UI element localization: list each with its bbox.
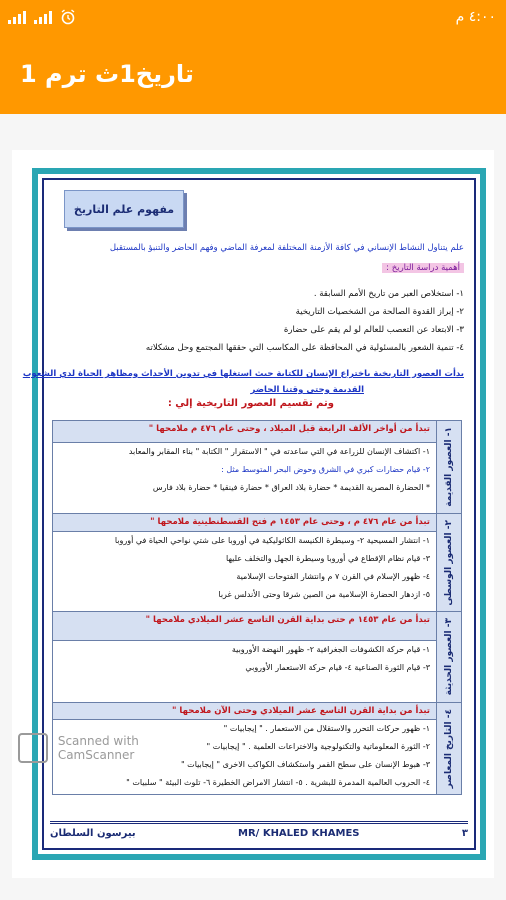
era-body — [53, 532, 437, 612]
era-item: ٤- ظهور الإسلام في القرن ٧ م وانتشار الفتوحات الإسلامية — [236, 572, 430, 582]
era-name-cell — [437, 612, 462, 702]
era-item: ١- اكتشاف الإنسان للزراعة في التي ساعدته في " الاستقرار " الكتابة " بناء المقابر والمعابد — [128, 446, 430, 456]
point-3: ٣- الابتعاد عن التعصب للعالم لو لم يقم على حضارة — [283, 325, 464, 335]
era-row-ancient — [53, 421, 462, 443]
status-time: ٤:٠٠ م — [455, 9, 496, 25]
era-item: ١- ظهور حركات التحرر والاستقلال من الاستعمار . " إيجابيات " — [223, 724, 430, 734]
app-bar — [0, 38, 506, 114]
era-row-contemporary — [53, 702, 462, 719]
era-head: تبدأ من أواخر الألف الرابعة قبل الميلاد ، وحتى عام ٤٧٦ م ملامحها " — [53, 421, 437, 443]
era-head: تبدأ من عام ٤٧٦ م ، وحتى عام ١٤٥٣ م فتح القسطنطينية ملامحها " — [53, 513, 437, 532]
document-footer — [50, 821, 468, 842]
era-item: ٤- الحروب العالمية المدمرة للبشرية . ٥- انتشار الامراض الخطيرة ٦- تلوث البيئة " سلبيات " — [126, 778, 430, 788]
status-bar — [0, 0, 506, 38]
era-item: * الحضارة المصرية القديمة * حضارة بلاد العراق * حضارة فينقيا * حضارة بلاد فارس — [152, 482, 430, 492]
signal-icon — [8, 10, 26, 24]
era-item: ٢- الثورة المعلوماتية والتكنولوجية والاختراعات العلمية . " إيجابيات " — [206, 742, 430, 752]
era-row-medieval — [53, 513, 462, 532]
watermark-line-2: CamScanner — [57, 748, 135, 762]
app-title: تاريخ1ث ترم 1 — [20, 60, 194, 88]
era-name: ٢- العصور الوسطى — [444, 519, 454, 606]
era-name-cell — [437, 513, 462, 612]
era-name-cell — [437, 421, 462, 514]
history-para-1: بدأت العصور التاريخية باختراع الإنسان للكتابة حيث استغلها في تدوين الأحداث ومظاهر الحياة لدي الشعوب — [22, 369, 464, 379]
alarm-icon — [60, 9, 76, 25]
era-item: ٢- قيام حضارات كبري في الشرق وحوض البحر المتوسط مثل : — [221, 464, 430, 474]
footer-page-number: ٣ — [461, 827, 468, 839]
era-body — [53, 640, 437, 702]
era-head: تبدأ من عام ١٤٥٣ م حتى بداية القرن التاسع عشر الميلادي ملامحها " — [53, 612, 437, 640]
era-item: ١- قيام حركة الكشوفات الجغرافية ٢- ظهور النهضة الأوروبية — [231, 644, 430, 654]
camscanner-logo-icon — [18, 733, 48, 763]
era-row-modern — [53, 612, 462, 640]
era-head: تبدأ من بداية القرن التاسع عشر الميلادي وحتى الآن ملامحها " — [53, 702, 437, 719]
camscanner-watermark — [18, 733, 139, 763]
status-icons — [8, 9, 76, 25]
era-item: ٣- قيام الثورة الصناعية ٤- قيام حركة الاستعمار الأوروبي — [245, 662, 430, 672]
point-2: ٢- إبراز القدوة الصالحة من الشخصيات التاريخية — [295, 307, 464, 317]
document-page[interactable] — [12, 150, 494, 878]
definition-text: علم يتناول النشاط الإنساني في كافة الأزمنة المختلفة لمعرفة الماضي وفهم الحاضر والتنبؤ بالمستقبل — [109, 243, 464, 253]
era-item: ١- انتشار المسيحية ٢- وسيطرة الكنيسة الكاثوليكية في أوروبا على شتي نواحي الحياة في أوروبا — [114, 536, 430, 546]
point-4: ٤- تنمية الشعور بالمسئولية في المحافظة على المكاسب التي حققها المجتمع وحل مشكلاته — [145, 343, 464, 353]
era-name-cell — [437, 702, 462, 794]
era-item: ٥- ازدهار الحضارة الإسلامية من الصين شرقا وحتى الأندلس غربا — [218, 590, 430, 600]
signal-icon — [34, 10, 52, 24]
watermark-line-1: Scanned with — [57, 734, 139, 748]
era-item: ٣- هبوط الإنسان على سطح القمر واستكشاف الكواكب الاخرى " إيجابيات " — [180, 760, 430, 770]
importance-title: أهمية دراسة التاريخ : — [382, 263, 464, 273]
era-name: ١- العصور القديمة — [444, 427, 454, 507]
content-area[interactable] — [0, 114, 506, 900]
footer-author: MR/ KHALED KHAMES — [238, 827, 360, 839]
era-name: ٣- العصور الحديثة — [444, 618, 454, 696]
footer-brand: بيرسون السلطان — [50, 827, 136, 839]
point-1: ١- استخلاص العبر من تاريخ الأمم السابقة . — [313, 289, 464, 299]
eras-title: وتم تقسيم العصور التاريخية إلي : — [167, 398, 334, 409]
history-para-2: القديمة وحتى وقتنا الحاضر — [250, 385, 364, 395]
era-name: ٤- التاريخ المعاصر — [444, 708, 454, 789]
era-body — [53, 442, 437, 513]
importance-title-row — [54, 260, 464, 276]
era-item: ٣- قيام نظام الإقطاع في أوروبا وسيطرة الجهل والتخلف عليها — [226, 554, 430, 564]
concept-title: مفهوم علم التاريخ — [64, 190, 184, 228]
